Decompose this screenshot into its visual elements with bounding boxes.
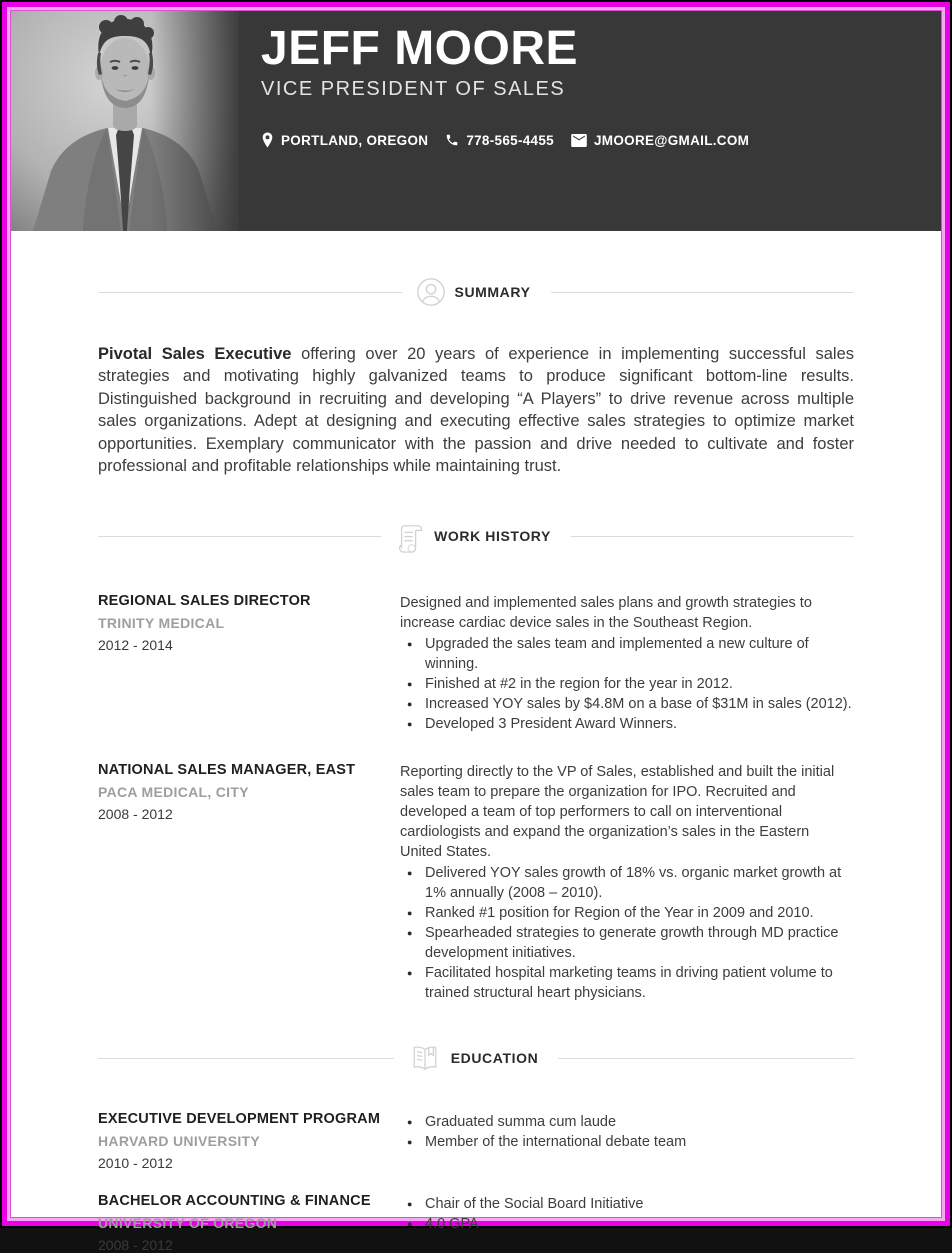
job-dates: 2012 - 2014: [98, 637, 173, 654]
job-title: REGIONAL SALES DIRECTOR: [98, 593, 311, 610]
divider-line: [571, 536, 854, 537]
education-bullet: ● 4.0 GPA: [400, 1214, 854, 1234]
work-history-heading: [98, 521, 854, 551]
job-title: NATIONAL SALES MANAGER, EAST: [98, 762, 356, 779]
education-bullet: ● Graduated summa cum laude: [400, 1112, 854, 1132]
education-meta: [98, 1193, 400, 1253]
summary-text: [98, 343, 854, 477]
education-bullet-list: [400, 1194, 854, 1234]
job-bullet: ● Finished at #2 in the region for the year in 2012.: [400, 674, 854, 694]
email-text: JMOORE@GMAIL.COM: [593, 132, 750, 148]
job-description: Reporting directly to the VP of Sales, established and built the initial sales team to prepare the organization for IPO. Recruited and developed a team of top performers to call on interventional cardiologists and expand the organization’s sales in the Eastern United States.: [400, 764, 835, 861]
degree-title: BACHELOR ACCOUNTING & FINANCE: [98, 1193, 371, 1210]
section-title: SUMMARY: [454, 284, 531, 300]
work-history-entries: [98, 593, 854, 1003]
section-title: EDUCATION: [450, 1050, 539, 1067]
job-bullet: ● Facilitated hospital marketing teams in driving patient volume to trained structural heart physicians.: [400, 963, 854, 1003]
job-details: [400, 762, 854, 1003]
job-bullet: ● Increased YOY sales by $4.8M on a base of $31M in sales (2012).: [400, 694, 854, 714]
education-dates: 2010 - 2012: [98, 1155, 173, 1172]
phone-icon: [445, 133, 459, 147]
divider-line: [98, 536, 381, 537]
portrait-illustration: [11, 11, 239, 231]
education-bullet: ● Chair of the Social Board Initiative: [400, 1194, 854, 1214]
job-meta: [98, 593, 400, 734]
job-bullet: ● Developed 3 President Award Winners.: [400, 714, 854, 734]
contact-location: [261, 132, 428, 148]
job-details: [400, 593, 854, 734]
job-entry: [98, 762, 854, 1003]
person-icon: [416, 277, 446, 307]
summary-heading: [98, 277, 854, 307]
job-bullet: ● Ranked #1 position for Region of the Year in 2009 and 2010.: [400, 903, 854, 923]
job-bullet-list: [400, 634, 854, 734]
degree-title: EXECUTIVE DEVELOPMENT PROGRAM: [98, 1111, 381, 1128]
section-title: WORK HISTORY: [434, 528, 551, 545]
summary-lead: Pivotal Sales Executive: [98, 345, 292, 363]
person-name: JEFF MOORE: [261, 22, 579, 75]
education-meta: [98, 1111, 400, 1171]
job-bullet: ● Upgraded the sales team and implemented a new culture of winning.: [400, 634, 854, 674]
contact-row: [261, 132, 749, 148]
job-bullet: ● Spearheaded strategies to generate growth through MD practice development initiatives.: [400, 923, 854, 963]
education-bullet: ● Member of the international debate team: [400, 1132, 854, 1152]
education-details: [400, 1111, 854, 1171]
envelope-icon: [571, 134, 587, 147]
phone-text: 778-565-4455: [466, 132, 554, 148]
contact-email: [571, 133, 749, 148]
job-company: TRINITY MEDICAL: [98, 615, 225, 632]
education-entry: [98, 1111, 854, 1171]
job-meta: [98, 762, 400, 1003]
open-book-icon: [408, 1043, 442, 1073]
scroll-icon: [395, 521, 425, 551]
summary-body: offering over 20 years of experience in implementing successful sales strategies and motivating highly galvanized teams to produce significant bottom-line results. Distinguished background in recruiting and developing “A Players” to drive revenue across multiple sales organizations. Adept at designing and executing effective sales strategies to optimize market opportunities. Exemplary communicator with the passion and drive needed to cultivate and foster professional and profitable relationships while maintaining trust.: [98, 345, 854, 476]
school-name: HARVARD UNIVERSITY: [98, 1133, 261, 1150]
education-heading: [98, 1043, 854, 1073]
location-pin-icon: [261, 132, 274, 148]
job-entry: [98, 593, 854, 734]
education-entries: [98, 1111, 854, 1253]
contact-phone: [445, 133, 554, 148]
school-name: UNIVERSITY OF OREGON: [98, 1215, 278, 1232]
education-bullet-list: [400, 1112, 854, 1152]
education-dates: 2008 - 2012: [98, 1237, 173, 1253]
person-title: VICE PRESIDENT OF SALES: [261, 78, 566, 100]
education-entry: [98, 1193, 854, 1253]
profile-photo: [11, 11, 239, 231]
divider-line: [551, 292, 855, 293]
job-bullet: ● Delivered YOY sales growth of 18% vs. organic market growth at 1% annually (2008 – 2010).: [400, 863, 854, 903]
education-details: [400, 1193, 854, 1253]
location-text: PORTLAND, OREGON: [281, 132, 429, 148]
resume-body: [11, 277, 941, 1253]
job-company: PACA MEDICAL, CITY: [98, 784, 249, 801]
job-bullet-list: [400, 863, 854, 1003]
job-description: Designed and implemented sales plans and growth strategies to increase cardiac device sales in the Southeast Region.: [400, 595, 812, 632]
divider-line: [98, 292, 402, 293]
divider-line: [558, 1058, 854, 1059]
divider-line: [98, 1058, 394, 1059]
job-dates: 2008 - 2012: [98, 806, 173, 823]
header: [11, 11, 941, 231]
header-info: [239, 11, 749, 231]
